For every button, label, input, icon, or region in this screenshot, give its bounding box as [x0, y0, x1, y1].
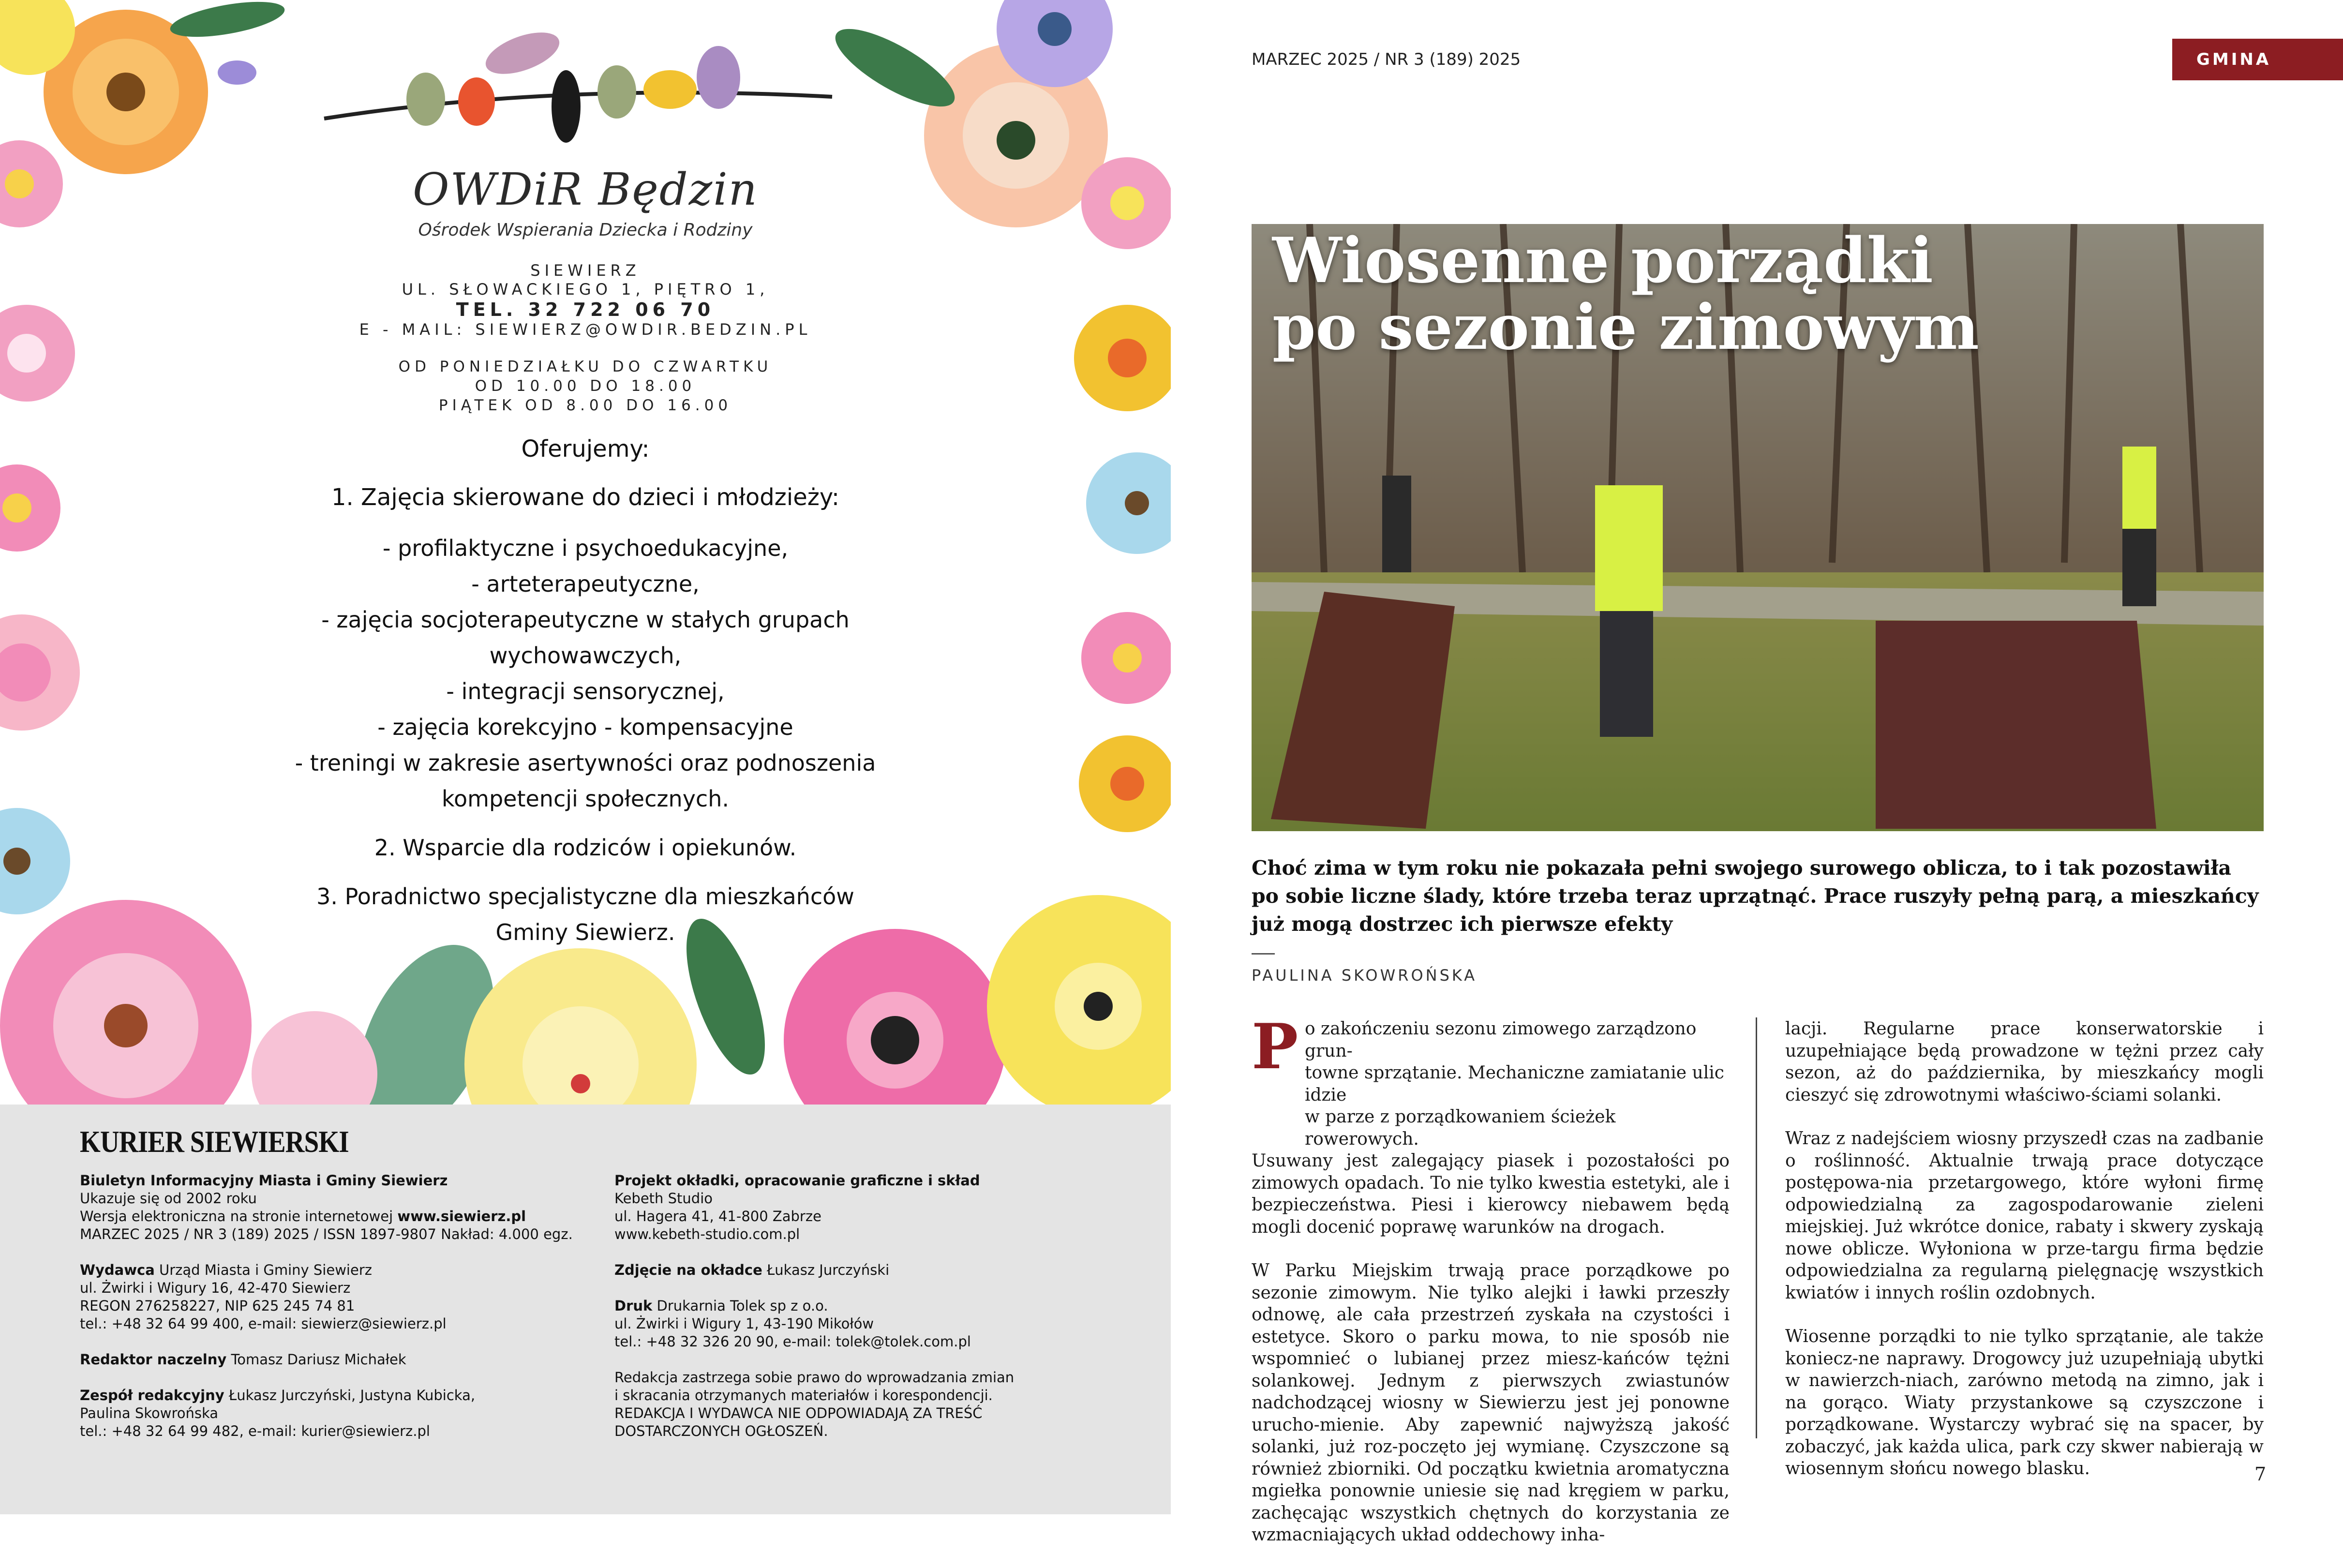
- imprint-line: www.kebeth-studio.com.pl: [614, 1226, 800, 1242]
- imprint-value: Tomasz Dariusz Michałek: [226, 1351, 406, 1368]
- body-line: towne sprzątanie. Mechaniczne zamiatanie ulic idzie: [1305, 1063, 1724, 1105]
- page-number: 7: [2254, 1463, 2267, 1485]
- ad-hours-line: PIĄTEK OD 8.00 DO 16.00: [438, 397, 732, 414]
- imprint-value: Łukasz Jurczyński: [762, 1262, 890, 1278]
- imprint-line: ul. Żwirki i Wigury 16, 42-470 Siewierz: [80, 1280, 351, 1296]
- imprint-label: Druk: [614, 1298, 653, 1314]
- imprint-label: Zespół redakcyjny: [80, 1387, 224, 1404]
- article-lead: Choć zima w tym roku nie pokazała pełni swojego surowego oblicza, to i tak pozostawiła po sobie liczne ślady, które trzeba teraz uprzątnąć. Prace ruszyły pełną parą, a mieszkańcy już mogą dostrzec ich pierwsze efekty: [1252, 856, 2259, 936]
- lead-divider: [1252, 953, 1275, 955]
- imprint-line: Redakcja zastrzega sobie prawo do wprowadzania zmian: [614, 1369, 1015, 1386]
- ad-offer-line: - integracji sensorycznej,: [446, 678, 725, 704]
- article-column-2: [1785, 1018, 2267, 1502]
- section-tag: GMINA: [2172, 39, 2343, 80]
- ad-offer-line: - profilaktyczne i psychoedukacyjne,: [382, 535, 789, 561]
- website-link[interactable]: www.siewierz.pl: [397, 1208, 526, 1225]
- imprint-line: ul. Żwirki i Wigury 1, 43-190 Mikołów: [614, 1315, 874, 1332]
- ad-address-city: SIEWIERZ: [530, 261, 641, 280]
- ad-offer-line: 1. Zajęcia skierowane do dzieci i młodzieży:: [331, 484, 839, 511]
- imprint-line: ul. Hagera 41, 41-800 Zabrze: [614, 1208, 821, 1225]
- imprint-line: tel.: +48 32 64 99 482, e-mail: kurier@siewierz.pl: [80, 1423, 430, 1439]
- owdir-advertisement: [0, 0, 1171, 1105]
- imprint-text: Wersja elektroniczna na stronie internetowej: [80, 1208, 398, 1225]
- body-paragraph: Wraz z nadejściem wiosny przyszedł czas na zadbanie o roślinność. Aktualnie trwają prace dotyczące postępowa-nia przetargowego, które wyłoni firmę odpowiedzialną za zagospodarowanie zieleni miejskiej. Już wkrótce donice, rabaty i skwery zyskają nowe oblicze. Wyłoniona w prze-targu firma będzie odpowiedzialna za regularną pielęgnację wszystkich kwiatów i innych roślin ozdobnych.: [1785, 1129, 2264, 1303]
- ad-offer-line: - arteterapeutyczne,: [471, 571, 700, 597]
- imprint-heading: Biuletyn Informacyjny Miasta i Gminy Siewierz: [80, 1172, 448, 1189]
- imprint-label: Wydawca: [80, 1262, 155, 1278]
- imprint-value: Łukasz Jurczyński, Justyna Kubicka,: [224, 1387, 476, 1404]
- ad-hours-line: OD 10.00 DO 18.00: [475, 377, 696, 395]
- article-column-1: [1252, 1011, 1730, 1568]
- ad-offer-line: - zajęcia socjoterapeutyczne w stałych grupach: [321, 607, 850, 633]
- ad-offer-line: wychowawczych,: [489, 642, 682, 669]
- body-paragraph: Usuwany jest zalegający piasek i pozostałości po zimowych opadach. To nie tylko kwestia estetyki, ale i bezpieczeństwa. Piesi i kierowcy niebawem będą mogli docenić poprawę warunków na drogach.: [1252, 1151, 1730, 1237]
- body-paragraph: lacji. Regularne prace konserwatorskie i uzupełniające będą prowadzone w tężni przez cały sezon, aż do października, by mieszkańcy mogli cieszyć się zdrowotnymi właściwo-ściami solanki.: [1785, 1019, 2264, 1105]
- drop-cap: P: [1252, 1011, 1298, 1083]
- publication-title: KURIER SIEWIERSKI: [80, 1124, 349, 1159]
- ad-title: OWDiR Będzin: [413, 164, 758, 215]
- ad-offer-line: - treningi w zakresie asertywności oraz podnoszenia: [295, 750, 876, 776]
- body-paragraph: W Parku Miejskim trwają prace porządkowe po sezonie zimowym. Nie tylko alejki i ławki przeszły odnowę, ale cała przestrzeń zyskała na czystości i estetyce. Skoro o parku mowa, to nie sposób nie wspomnieć o lubianej przez miesz-kańców tężni solankowej. Jednym z pierwszych zwiastunów nadchodzącej wiosny w Siewierzu jest jej ponowne urucho-mienie. Aby zapewnić najwyższą jakość solanki, już roz-poczęto jej wymianę. Czyszczone są również zbiorniki. Od początku kwietnia aromatyczna mgiełka ponownie uniesie się nad kręgiem w parku, zachęcając wszystkich chętnych do korzystania ze wzmacniających układ oddechowy inha-: [1252, 1261, 1730, 1545]
- article-author: PAULINA SKOWROŃSKA: [1252, 966, 1477, 985]
- imprint-line: Ukazuje się od 2002 roku: [80, 1190, 257, 1207]
- body-paragraph: Wiosenne porządki to nie tylko sprzątanie, ale także koniecz-ne naprawy. Drogowcy już uzupełniają ubytki w nawierzch-niach, zarówno metodą na zimno, jak i na gorąco. Wiaty przystankowe są czyszczone i porządkowane. Wystarczy wybrać się na spacer, by zobaczyć, jak każda ulica, park czy skwer nabierają w wiosennym słońcu nowego blasku.: [1785, 1327, 2264, 1478]
- ad-offer-line: kompetencji społecznych.: [442, 786, 729, 812]
- ad-offer-line: - zajęcia korekcyjno - kompensacyjne: [377, 714, 793, 740]
- imprint-column-left: [80, 1172, 588, 1440]
- imprint-line: MARZEC 2025 / NR 3 (189) 2025 / ISSN 1897-9807 Nakład: 4.000 egz.: [80, 1226, 573, 1242]
- imprint-line: Kebeth Studio: [614, 1190, 713, 1207]
- imprint-column-right: [614, 1172, 1147, 1440]
- body-line: o zakończeniu sezonu zimowego zarządzono grun-: [1305, 1019, 1697, 1061]
- ad-hours-line: OD PONIEDZIAŁKU DO CZWARTKU: [398, 358, 773, 375]
- headline-line: Wiosenne porządki: [1272, 224, 1933, 297]
- issue-header: MARZEC 2025 / NR 3 (189) 2025: [1252, 50, 1521, 69]
- imprint-line: REDAKCJA I WYDAWCA NIE ODPOWIADAJĄ ZA TREŚĆ: [614, 1405, 983, 1421]
- ad-offer-line: Gminy Siewierz.: [495, 919, 675, 945]
- imprint-line: tel.: +48 32 326 20 90, e-mail: tolek@tolek.com.pl: [614, 1333, 971, 1350]
- ad-offer-heading: Oferujemy:: [521, 435, 650, 463]
- imprint-line: Paulina Skowrońska: [80, 1405, 219, 1421]
- imprint-line: tel.: +48 32 64 99 400, e-mail: siewierz@siewierz.pl: [80, 1315, 447, 1332]
- article-headline: [1272, 224, 1979, 364]
- ad-subtitle: Ośrodek Wspierania Dziecka i Rodziny: [418, 220, 753, 240]
- ad-address-email: E - MAIL: SIEWIERZ@OWDIR.BEDZIN.PL: [359, 320, 812, 339]
- column-1-lead-lines: [1252, 1011, 1730, 1150]
- body-line: w parze z porządkowaniem ścieżek rowerowych.: [1305, 1107, 1616, 1149]
- imprint-heading: Projekt okładki, opracowanie graficzne i skład: [614, 1172, 980, 1189]
- imprint-line: REGON 276258227, NIP 625 245 74 81: [80, 1298, 355, 1314]
- imprint-value: Drukarnia Tolek sp z o.o.: [652, 1298, 828, 1314]
- ad-address-street: UL. SŁOWACKIEGO 1, PIĘTRO 1,: [402, 280, 769, 299]
- ad-address-phone: TEL. 32 722 06 70: [456, 299, 715, 320]
- ad-offer-line: 2. Wsparcie dla rodziców i opiekunów.: [374, 835, 797, 861]
- imprint-line: i skracania otrzymanych materiałów i korespondencji.: [614, 1387, 993, 1404]
- imprint-value: Urząd Miasta i Gminy Siewierz: [154, 1262, 372, 1278]
- headline-line: po sezonie zimowym: [1272, 291, 1979, 364]
- imprint-line: DOSTARCZONYCH OGŁOSZEŃ.: [614, 1423, 828, 1439]
- imprint-label: Zdjęcie na okładce: [614, 1262, 762, 1278]
- imprint-label: Redaktor naczelny: [80, 1351, 227, 1368]
- ad-offer-line: 3. Poradnictwo specjalistyczne dla mieszkańców: [316, 883, 854, 910]
- column-divider: [1756, 1017, 1757, 1438]
